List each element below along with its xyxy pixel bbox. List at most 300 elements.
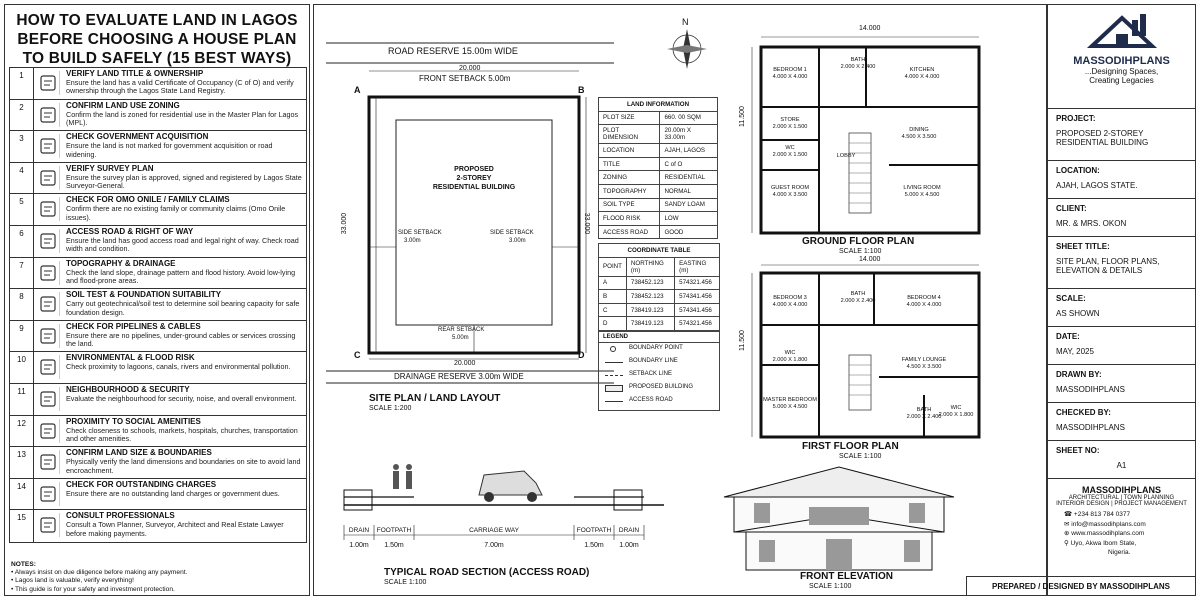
room-name: MASTER BEDROOM [763,397,817,403]
step-item [10,131,306,163]
step-description: Confirm the land is zoned for residential use in the Master Plan for Lagos (MPL). [66,109,299,127]
ground-floor-scale: SCALE 1:100 [839,248,882,255]
step-number: 2 [10,100,34,131]
step-description: Carry out geotechnical/soil test to determine soil bearing capacity for safe foundation design. [66,299,300,317]
brand-tagline: Creating Legacies [1089,76,1154,85]
step-item [10,226,306,258]
coordinate-heading: COORDINATE TABLE [599,244,720,258]
ground-width-dim: 14.000 [859,25,881,32]
field-label: CHECKED BY: [1056,408,1111,417]
side-setback-right-label: SIDE SETBACK [490,230,534,236]
room-label [760,67,820,81]
shield-icon [36,387,60,411]
field-value: RESIDENTIAL BUILDING [1056,138,1149,147]
room-size: 4.000 X 3.500 [772,192,808,198]
land-info-row [599,198,718,212]
front-elevation-scale: SCALE 1:100 [809,583,852,590]
room-label [892,185,952,199]
room-label [760,145,820,159]
land-info-key: PLOT SIZE [599,111,660,125]
field-scale [1048,289,1195,327]
company-phone: +234 813 784 0377 [1073,511,1131,518]
warning-icon [36,134,60,158]
land-info-row [599,171,718,185]
room-name: BATH [850,57,866,63]
land-info-value: AJAH, LAGOS [660,144,718,158]
room-name: BATH [916,407,932,413]
step-title: PROXIMITY TO SOCIAL AMENITIES [66,416,201,426]
site-plan-title: SITE PLAN / LAND LAYOUT [369,393,501,404]
road-section-title: TYPICAL ROAD SECTION (ACCESS ROAD) [384,567,590,578]
pedestrians-illustration [393,464,412,489]
room-label [816,153,876,160]
land-info-value: NORMAL [660,184,718,198]
land-info-key: LOCATION [599,144,660,158]
brand-block [1048,5,1195,109]
land-info-row [599,157,718,171]
room-label [894,295,954,309]
step-item [10,416,306,448]
legend-label: BOUNDARY POINT [629,345,683,351]
step-item [10,321,306,353]
north-label: N [682,17,689,27]
top-dimension: 20.000 [459,65,481,72]
terrain-icon [36,261,60,285]
guide-panel [4,4,310,596]
brand-tagline: ...Designing Spaces, [1084,67,1159,76]
step-number: 7 [10,258,34,289]
step-number: 4 [10,163,34,194]
survey-plan-icon [36,166,60,190]
step-title: ACCESS ROAD & RIGHT OF WAY [66,226,194,236]
ground-floor-title: GROUND FLOOR PLAN [802,236,915,247]
proposed-line: 2-STOREY [456,175,492,182]
field-label: LOCATION: [1056,166,1100,175]
room-label [828,57,888,71]
room-size: 2.000 X 1.800 [772,357,808,363]
legend-label: ACCESS ROAD [629,397,673,403]
legend-item [599,369,719,382]
field-value: A1 [1116,461,1127,470]
legend-box [598,331,720,411]
coordinate-row [599,303,720,317]
guide-title [5,5,309,68]
phone-line [1064,510,1189,520]
step-description: Check the land slope, drainage pattern and flood history. Avoid low-lying and flood-prone areas. [66,267,296,285]
side-setback-right-value: 3.00m [509,238,526,244]
title-line-2: BEFORE CHOOSING A HOUSE PLAN [17,31,297,48]
email-line [1064,520,1189,530]
land-info-rows [599,111,718,239]
bottom-dimension: 20.000 [454,360,476,367]
north-compass [667,29,707,69]
room-size: 4.000 X 4.000 [772,302,808,308]
road-part-width: 7.00m [484,542,504,549]
first-depth-dim: 11.500 [738,330,746,351]
room-size: 2.000 X 1.800 [938,412,974,418]
room-name: DINING [909,127,929,133]
step-item [10,68,306,100]
coord-col-header: NORTHING (m) [626,257,674,276]
step-number: 1 [10,68,34,99]
step-item [10,289,306,321]
field-project [1048,109,1195,161]
room-size: 4.500 X 3.500 [906,364,942,370]
ground-depth-dim: 11.500 [738,106,746,127]
steps-list [9,67,307,543]
land-info-value: C of O [660,157,718,171]
legend-item [599,382,719,395]
step-number: 12 [10,416,34,447]
coordinate-cell: 738452.123 [626,290,674,304]
people-icon [36,197,60,221]
field-value: MASSODIHPLANS [1056,423,1125,432]
room-name: BEDROOM 1 [773,67,807,73]
room-label [760,117,820,131]
step-number: 8 [10,289,34,320]
step-description: Ensure the land has a valid Certificate of Occupancy (C of O) and verify ownership through the Lagos State Land Registry. [66,78,294,96]
step-description: Check proximity to lagoons, canals, rivers and environmental pollution. [66,362,291,372]
room-name: LOBBY [836,153,856,159]
plot-boundary [369,97,579,353]
step-description: Ensure the land has good access road and legal right of way. Check road width and condition. [66,235,299,254]
road-part-label: DRAIN [348,527,370,534]
land-info-row [599,144,718,158]
legend-symbol [610,346,616,352]
room-size: 5.000 X 4.500 [904,192,940,198]
company-address: Uyo, Akwa Ibom State, [1070,539,1137,547]
field-value: AS SHOWN [1056,309,1100,318]
step-item [10,194,306,226]
coordinate-cell: C [599,303,627,317]
room-name: LIVING ROOM [903,185,941,191]
land-info-key: TOPOGRAPHY [599,184,660,198]
pipeline-icon [36,324,60,348]
room-size: 4.500 X 3.500 [901,134,937,140]
land-info-row [599,184,718,198]
room-name: WIC [784,350,796,356]
room-name: FAMILY LOUNGE [901,357,947,363]
proposed-building-label [414,165,534,192]
step-description: Check closeness to schools, markets, hospitals, churches, transportation and other amenities. [66,425,298,443]
step-description: Consult a Town Planner, Surveyor, Architect and Real Estate Lawyer before making payments. [66,520,284,538]
step-title: CHECK FOR OUTSTANDING CHARGES [66,479,217,489]
globe-icon: ⊕ [1064,530,1070,537]
step-description: Ensure the land is not marked for government acquisition or road widening. [66,141,273,159]
coordinate-row [599,276,720,290]
road-icon [36,229,60,253]
front-elevation [724,467,954,570]
step-item [10,100,306,132]
step-description: Ensure there are no outstanding land charges or government dues. [66,488,280,498]
land-info-row [599,225,718,239]
first-width-dim: 14.000 [859,256,881,263]
step-title: CONFIRM LAND SIZE & BOUNDARIES [66,448,212,458]
road-part-width: 1.50m [384,542,404,549]
rear-setback-label: REAR SETBACK [438,327,485,333]
field-label: CLIENT: [1056,204,1087,213]
step-number: 11 [10,384,34,415]
room-label [889,127,949,141]
road-part-label: CARRIAGE WAY [469,527,519,534]
land-info-value: RESIDENTIAL [660,171,718,185]
rear-setback-value: 5.00m [452,335,469,341]
receipt-icon [36,482,60,506]
legend-symbol [605,375,623,376]
field-label: DATE: [1056,332,1080,341]
field-label: DRAWN BY: [1056,370,1102,379]
note-item: • Lagos land is valuable, verify everything! [11,577,134,585]
step-title: CONFIRM LAND USE ZONING [66,100,180,110]
document-search-icon [36,71,60,95]
road-part-width: 1.50m [584,542,604,549]
field-date [1048,327,1195,365]
coordinate-cell: 574321.456 [675,317,720,331]
land-info-heading: LAND INFORMATION [599,98,718,112]
room-size: 4.000 X 4.000 [772,74,808,80]
step-description: Physically verify the land dimensions and boundaries on site to avoid land encroachment. [66,457,301,475]
coord-col-header: EASTING (m) [675,257,720,276]
title-line-3: TO BUILD SAFELY (15 BEST WAYS) [22,50,292,67]
step-item [10,352,306,384]
step-number: 10 [10,352,34,383]
land-info-row [599,125,718,144]
company-services: INTERIOR DESIGN | PROJECT MANAGEMENT [1056,501,1187,507]
location-pin-icon: ⚲ [1064,539,1069,547]
side-setback-left-value: 3.00m [404,238,421,244]
land-info-value: SANDY LOAM [660,198,718,212]
company-services: ARCHITECTURAL | TOWN PLANNING [1068,495,1175,501]
field-value: AJAH, LAGOS STATE. [1056,181,1138,190]
room-name: GUEST ROOM [770,185,810,191]
site-plan-scale: SCALE 1:200 [369,405,412,412]
corner-d: D [578,350,585,360]
first-floor-scale: SCALE 1:100 [839,453,882,460]
room-size: 5.000 X 4.500 [772,404,808,410]
coordinate-cell: A [599,276,627,290]
title-block [1047,4,1196,596]
field-sheet_title [1048,237,1195,289]
field-label: SCALE: [1056,294,1086,303]
land-info-table [598,97,718,239]
legend-heading: LEGEND [599,332,719,343]
room-size: 4.000 X 4.000 [906,302,942,308]
room-label [894,357,954,371]
road-part-label: FOOTPATH [576,527,612,534]
email-icon: ✉ [1064,520,1070,528]
room-name: STORE [780,117,800,123]
room-name: KITCHEN [909,67,935,73]
coordinate-cell: D [599,317,627,331]
step-number: 9 [10,321,34,352]
road-part-label: DRAIN [618,527,640,534]
step-title: TOPOGRAPHY & DRAINAGE [66,258,176,268]
road-part-label: FOOTPATH [376,527,412,534]
field-value: SITE PLAN, FLOOR PLANS, [1056,257,1160,266]
step-title: VERIFY LAND TITLE & OWNERSHIP [66,69,204,78]
field-value: MASSODIHPLANS [1056,385,1125,394]
drainage-reserve-label: DRAINAGE RESERVE 3.00m WIDE [394,372,524,381]
coordinate-cell: 738419.123 [626,303,674,317]
notes-heading: NOTES: [11,561,36,568]
room-label [760,350,820,364]
field-value: ELEVATION & DETAILS [1056,266,1143,275]
legend-items [599,343,719,408]
land-info-row [599,111,718,125]
buildings-icon [36,419,60,443]
room-label [892,67,952,81]
step-item [10,510,306,542]
room-label [926,405,986,419]
coordinate-cell: 574341.456 [675,303,720,317]
land-info-value: 660. 00 SQM [660,111,718,125]
side-setback-left-label: SIDE SETBACK [398,230,442,236]
right-dimension: 33.000 [583,212,591,235]
front-elevation-title: FRONT ELEVATION [800,571,893,582]
coordinate-cell: 738452.123 [626,276,674,290]
land-info-key: PLOT DIMENSION [599,125,660,144]
room-label [760,185,820,199]
prepared-by: PREPARED / DESIGNED BY MASSODIHPLANS [966,576,1196,596]
step-item [10,384,306,416]
legend-label: PROPOSED BUILDING [629,384,694,390]
brand-name: MASSODIHPLANS [1073,55,1170,67]
legend-label: SETBACK LINE [629,371,673,377]
company-web: www.massodihplans.com [1071,530,1145,537]
legend-symbol [605,362,623,363]
front-setback-label: FRONT SETBACK 5.00m [419,74,511,83]
room-name: BATH [850,291,866,297]
coordinate-cell: 738419.123 [626,317,674,331]
coord-col-header: POINT [599,257,627,276]
room-size: 2.000 X 2.400 [840,64,876,70]
field-location [1048,161,1195,199]
land-info-row [599,212,718,226]
company-block [1048,479,1195,564]
step-title: CHECK GOVERNMENT ACQUISITION [66,132,209,142]
coordinate-table [598,243,720,331]
field-label: PROJECT: [1056,114,1096,123]
map-zoning-icon [36,103,60,127]
step-number: 3 [10,131,34,162]
room-name: WIC [950,405,962,411]
room-name: WC [785,145,795,151]
step-number: 15 [10,510,34,542]
step-title: CHECK FOR OMO ONILE / FAMILY CLAIMS [66,195,230,205]
step-item [10,447,306,479]
room-size: 2.000 X 2.400 [906,414,942,420]
coordinate-row [599,317,720,331]
room-name: BEDROOM 4 [907,295,941,301]
company-email: info@massodihplans.com [1071,520,1146,528]
land-info-key: SOIL TYPE [599,198,660,212]
left-dimension: 33.000 [341,212,349,235]
note-item: • This guide is for your safety and investment protection. [11,585,175,593]
land-info-value: GOOD [660,225,718,239]
proposed-building-outline [396,120,552,325]
room-size: 4.000 X 4.000 [904,74,940,80]
field-client [1048,199,1195,237]
step-item [10,479,306,511]
step-item [10,258,306,290]
corner-a: A [354,85,361,95]
title-block-fields [1048,109,1195,479]
note-item: • Always insist on due diligence before making any payment. [11,569,188,577]
step-title: NEIGHBOURHOOD & SECURITY [66,384,190,394]
road-part-width: 1.00m [349,542,369,549]
coordinate-cell: 574321.456 [675,276,720,290]
first-floor-title: FIRST FLOOR PLAN [802,441,899,452]
road-part-width: 1.00m [619,542,639,549]
title-line-1: HOW TO EVALUATE LAND IN LAGOS [16,12,298,29]
legend-symbol [605,401,623,402]
room-label [760,397,820,411]
room-name: BEDROOM 3 [773,295,807,301]
field-drawn [1048,365,1195,403]
road-reserve-label: ROAD RESERVE 15.00m WIDE [388,46,518,56]
company-address: Nigeria. [1108,549,1131,556]
land-info-key: ZONING [599,171,660,185]
boundary-icon [36,450,60,474]
house-logo-icon [1082,10,1162,50]
proposed-line: RESIDENTIAL BUILDING [432,184,516,191]
coordinate-cell: B [599,290,627,304]
step-title: CHECK FOR PIPELINES & CABLES [66,321,201,331]
legend-item [599,356,719,369]
field-checked [1048,403,1195,441]
land-info-key: FLOOD RISK [599,212,660,226]
field-value: PROPOSED 2-STOREY [1056,129,1144,138]
step-title: CONSULT PROFESSIONALS [66,511,175,521]
field-sheet_no [1048,441,1195,479]
company-name: MASSODIHPLANS [1081,485,1161,495]
web-line [1064,529,1189,539]
proposed-line: PROPOSED [454,166,494,173]
notes [11,561,187,594]
soil-test-icon [36,292,60,316]
land-info-key: TITLE [599,157,660,171]
corner-b: B [578,85,585,95]
phone-icon: ☎ [1064,511,1073,518]
car-illustration [479,471,542,502]
step-title: VERIFY SURVEY PLAN [66,163,154,173]
step-number: 6 [10,226,34,257]
coordinate-cell: 574341.456 [675,290,720,304]
coordinate-rows [599,276,720,330]
field-value: MAY, 2025 [1056,347,1094,356]
room-label [760,295,820,309]
field-label: SHEET TITLE: [1056,242,1110,251]
step-number: 5 [10,194,34,225]
legend-item [599,395,719,408]
land-info-value: 20.00m X 33.00m [660,125,718,144]
legend-item [599,343,719,356]
professionals-icon [36,513,60,537]
corner-c: C [354,350,361,360]
room-size: 2.000 X 1.500 [772,124,808,130]
room-label [828,291,888,305]
field-value: MR. & MRS. OKON [1056,219,1127,228]
room-size: 2.000 X 1.500 [772,152,808,158]
legend-symbol [605,385,623,392]
coordinate-row [599,290,720,304]
step-number: 14 [10,479,34,510]
road-section-scale: SCALE 1:100 [384,579,427,586]
flood-icon [36,355,60,379]
land-info-key: ACCESS ROAD [599,225,660,239]
legend-label: BOUNDARY LINE [629,358,678,364]
step-number: 13 [10,447,34,478]
